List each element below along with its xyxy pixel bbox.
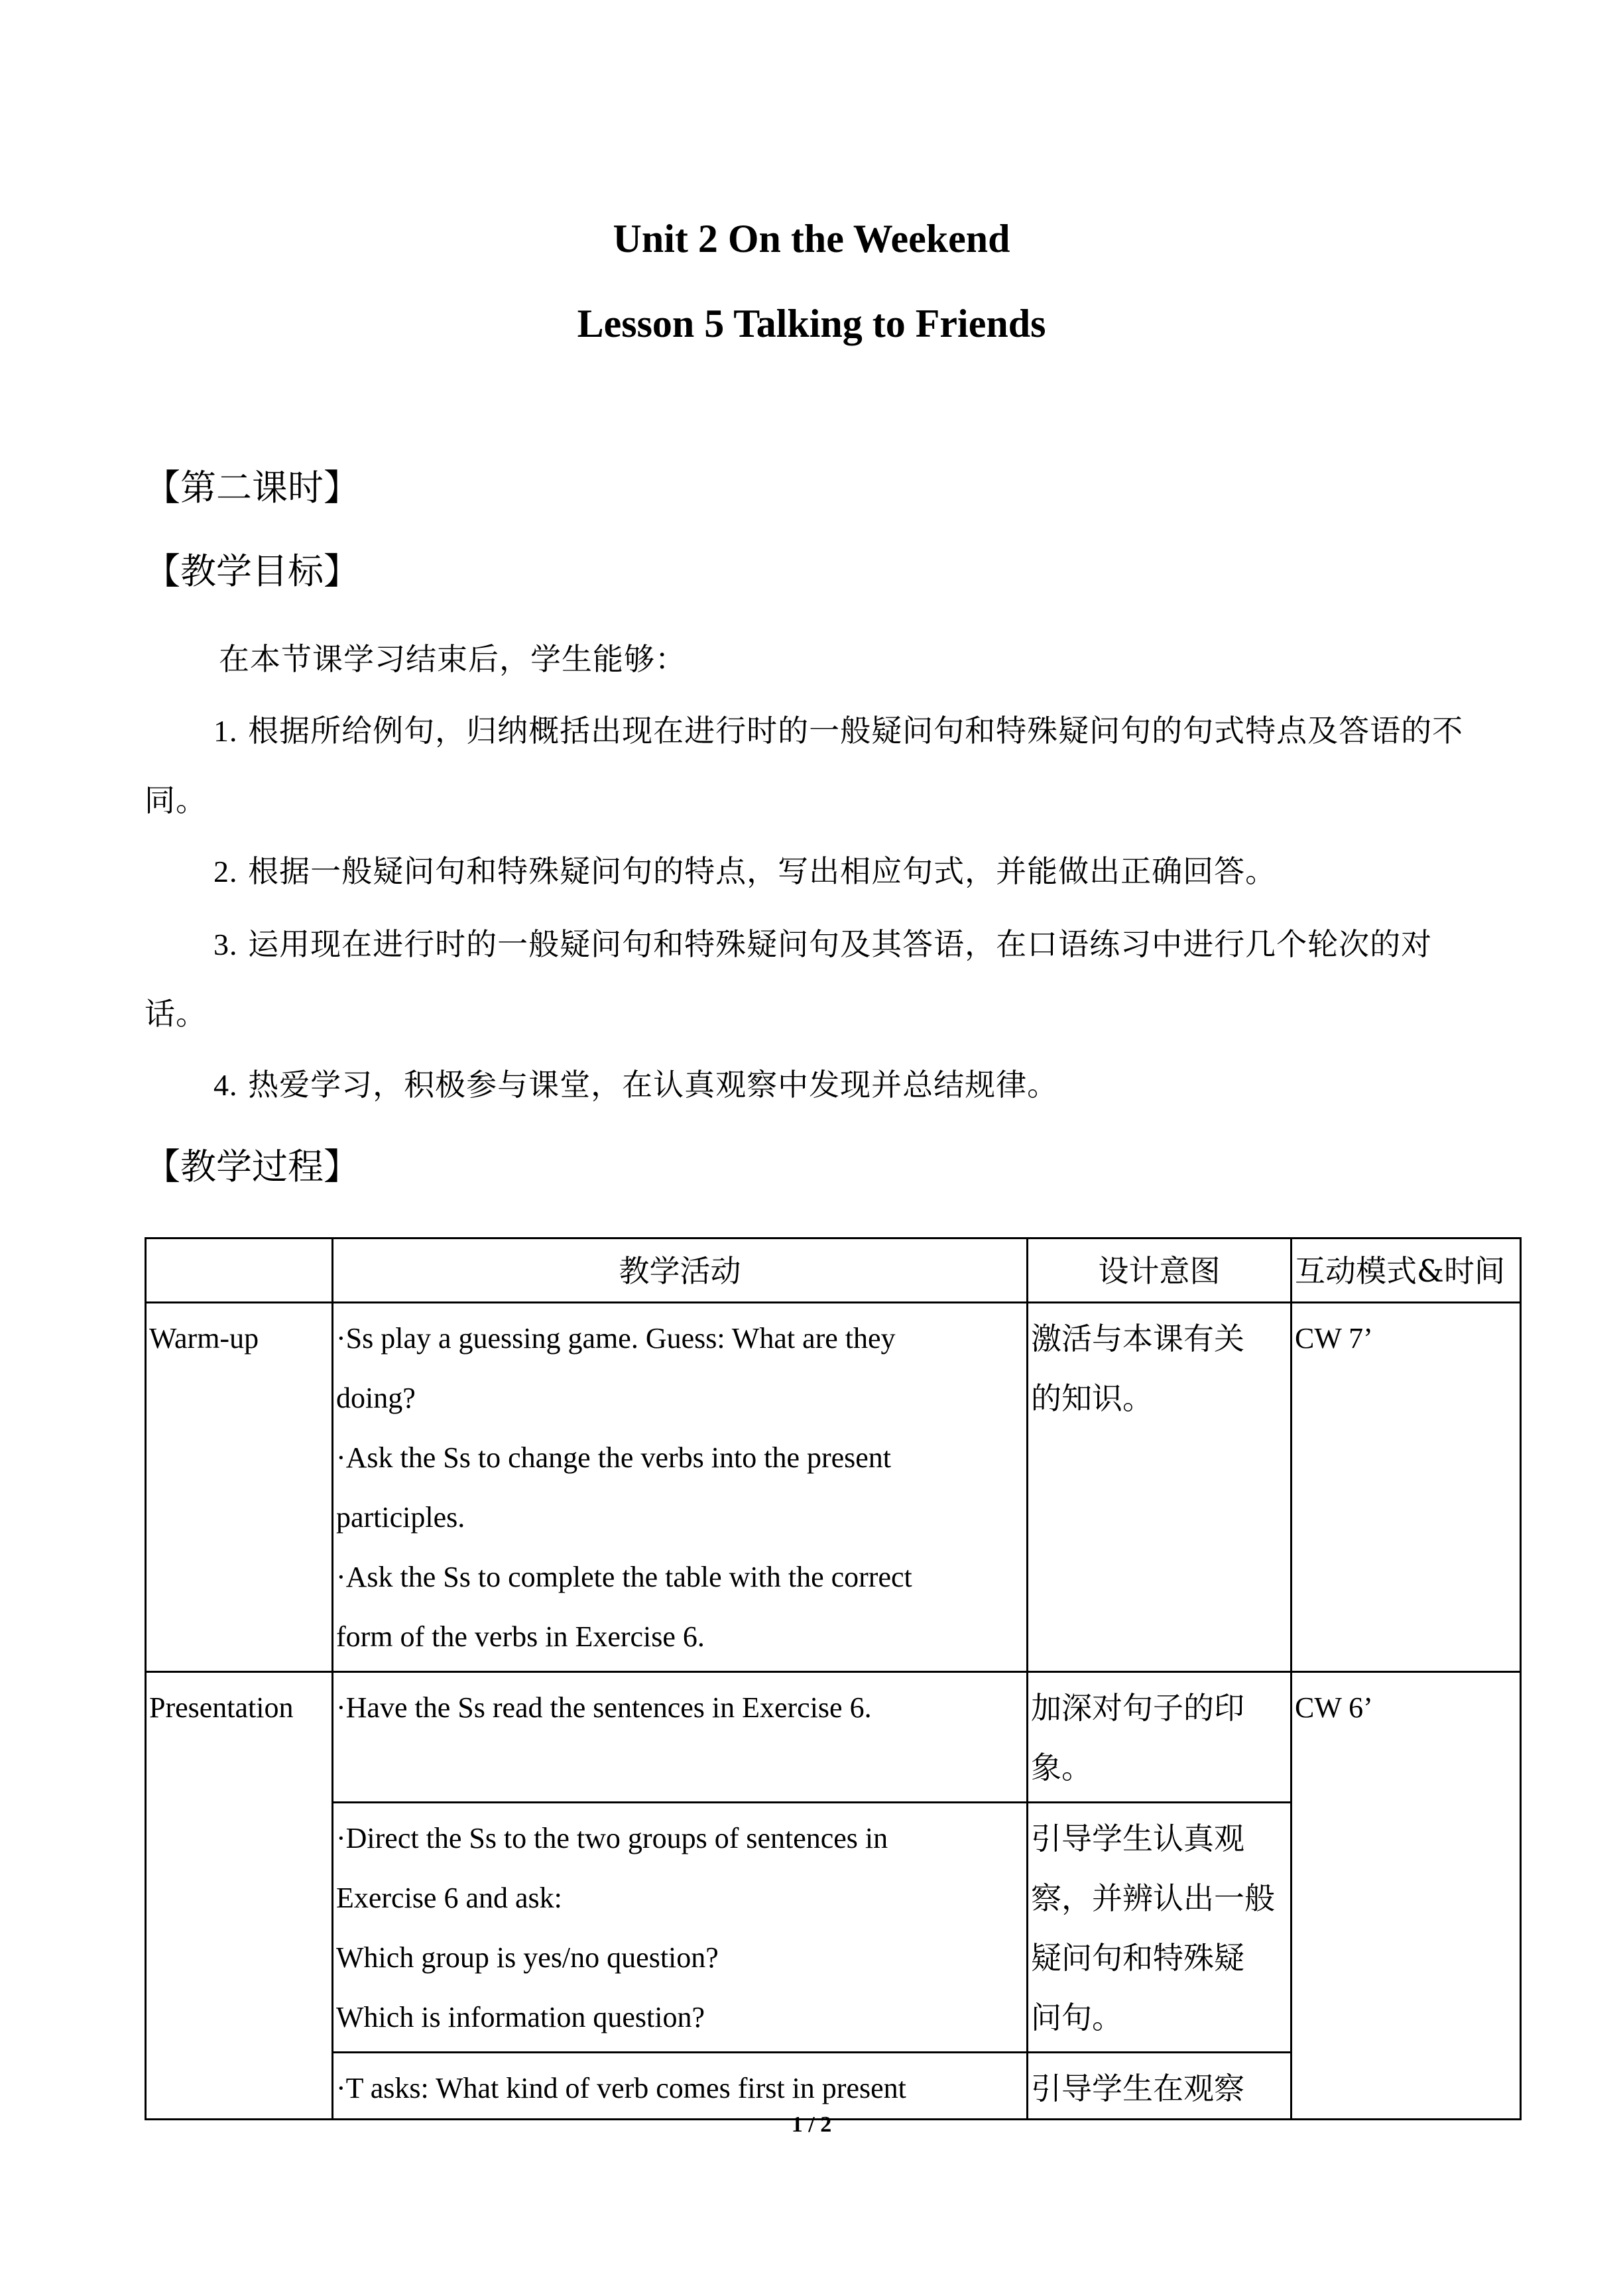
intent-line: 疑问句和特殊疑 [1031, 1940, 1244, 1976]
table-row [146, 1672, 1521, 1803]
intent-line: 的知识。 [1031, 1380, 1153, 1416]
intent-cell [1028, 1672, 1292, 1803]
activity-line: form of the verbs in Exercise 6. [336, 1620, 705, 1653]
objective-text: 热爱学习，积极参与课堂，在认真观察中发现并总结规律。 [248, 1067, 1059, 1103]
intent-cell [1028, 1303, 1292, 1672]
intent-cell [1028, 1803, 1292, 2053]
activity-cell [333, 1303, 1028, 1672]
objectives-heading: 【教学目标】 [145, 550, 359, 592]
stage-cell: Warm-up [146, 1303, 333, 1672]
header-activity: 教学活动 [333, 1239, 1028, 1303]
intent-line: 象。 [1031, 1750, 1092, 1785]
intent-line: 激活与本课有关 [1031, 1321, 1244, 1357]
activity-line: ·Have the Ss read the sentences in Exercise 6. [336, 1691, 872, 1724]
stage-cell: Presentation [146, 1672, 333, 2120]
activity-line: ·Direct the Ss to the two groups of sentences in [336, 1822, 888, 1854]
intent-line: 问句。 [1031, 2000, 1122, 2035]
process-heading: 【教学过程】 [145, 1146, 359, 1187]
table-row [146, 1303, 1521, 1672]
objective-number: 4. [213, 1068, 238, 1102]
activity-line: ·T asks: What kind of verb comes first in present [336, 2072, 906, 2104]
objective-item [145, 696, 1478, 835]
activity-line: participles. [336, 1501, 465, 1534]
activity-line: ·Ss play a guessing game. Guess: What are they [336, 1322, 896, 1355]
objective-text: 运用现在进行时的一般疑问句和特殊疑问句及其答语，在口语练习中进行几个轮次的对话。 [145, 926, 1433, 1032]
intent-line: 引导学生认真观 [1031, 1821, 1244, 1856]
objective-item [145, 837, 1478, 906]
objective-item [145, 1050, 1478, 1120]
objectives-intro: 在本节课学习结束后，学生能够： [219, 641, 686, 677]
document-subtitle: Lesson 5 Talking to Friends [577, 302, 1046, 345]
objective-text: 根据一般疑问句和特殊疑问句的特点，写出相应句式，并能做出正确回答。 [248, 853, 1277, 889]
page-number: 1 / 2 [791, 2112, 832, 2137]
document-title: Unit 2 On the Weekend [613, 217, 1010, 261]
objective-text: 根据所给例句，归纳概括出现在进行时的一般疑问句和特殊疑问句的句式特点及答语的不同。 [145, 713, 1464, 818]
objective-number: 1. [213, 714, 238, 748]
activity-cell [333, 1803, 1028, 2053]
activity-line: Exercise 6 and ask: [336, 1882, 562, 1914]
mode-cell: CW 6’ [1292, 1672, 1521, 2120]
teaching-process-table [145, 1237, 1522, 2120]
header-intent: 设计意图 [1028, 1239, 1292, 1303]
header-mode-time: 互动模式&时间 [1292, 1239, 1521, 1303]
objective-number: 3. [213, 928, 238, 961]
intent-line: 加深对句子的印 [1031, 1690, 1244, 1726]
activity-line: Which group is yes/no question? [336, 1941, 719, 1974]
activity-line: ·Ask the Ss to change the verbs into the present [336, 1441, 892, 1474]
intent-line: 察，并辨认出一般 [1031, 1880, 1275, 1916]
header-stage [146, 1239, 333, 1303]
table-header-row [146, 1239, 1521, 1303]
intent-line: 引导学生在观察 [1031, 2071, 1244, 2106]
objective-item [145, 910, 1478, 1048]
mode-cell: CW 7’ [1292, 1303, 1521, 1672]
activity-cell [333, 1672, 1028, 1803]
activity-line: ·Ask the Ss to complete the table with the correct [336, 1561, 912, 1593]
activity-line: doing? [336, 1382, 416, 1414]
activity-line: Which is information question? [336, 2001, 705, 2033]
objective-number: 2. [213, 855, 238, 888]
period-heading: 【第二课时】 [145, 467, 359, 509]
